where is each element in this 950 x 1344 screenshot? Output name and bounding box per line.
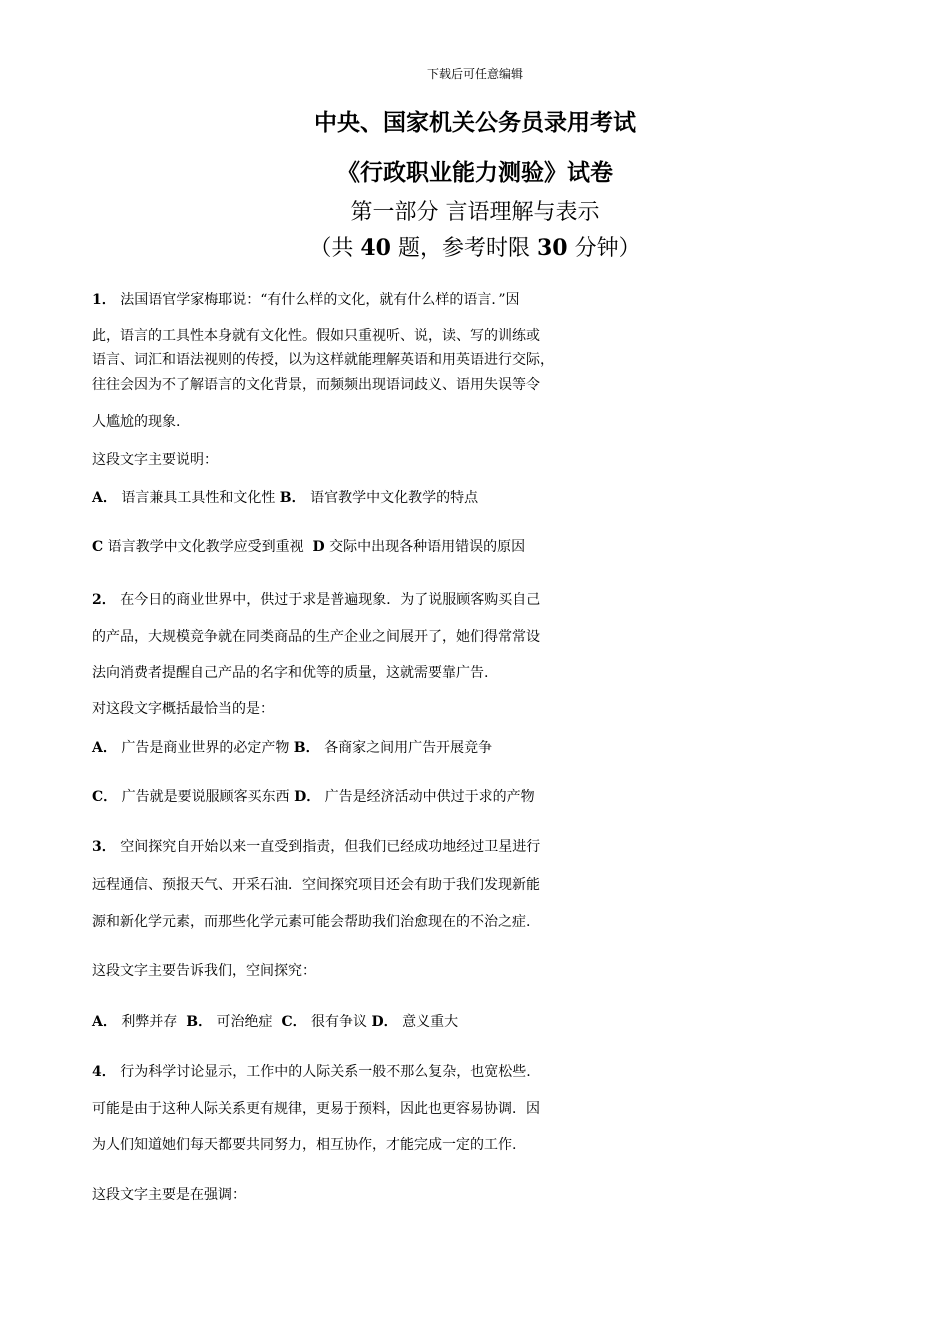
q4-line-2: 可能是由于这种人际关系更有规律，更易于预料，因此也更容易协调．因 xyxy=(92,1101,540,1117)
q4-line-3: 为人们知道她们每天都要共同努力，相互协作，才能完成一定的工作. xyxy=(92,1137,517,1153)
q1-number: 1． xyxy=(92,292,116,308)
q3-option-b: 可治绝症 xyxy=(216,1014,273,1030)
q1-options-cd: C 语言教学中文化教学应受到重视 D 交际中出现各种语用错误的原因 xyxy=(92,539,526,555)
q4-number: 4． xyxy=(92,1064,116,1080)
q2-option-c: 广告就是要说服顾客买东西 xyxy=(121,789,290,805)
q3-number: 3． xyxy=(92,839,116,855)
q4-stem: 这段文字主要是在强调： xyxy=(92,1187,246,1203)
q3-option-d: 意义重大 xyxy=(402,1014,459,1030)
question-count: 40 xyxy=(360,235,391,261)
q2-option-b: 各商家之间用广告开展竞争 xyxy=(324,740,493,756)
section-title: 第一部分 言语理解与表示 xyxy=(350,200,600,225)
q1-line-2: 此，语言的工具性本身就有文化性。假如只重视听、说，读、写的训练或 xyxy=(92,328,540,344)
q2-options-cd: C． 广告就是要说服顾客买东西 D． 广告是经济活动中供过于求的产物 xyxy=(92,789,535,805)
q1-option-d: 交际中出现各种语用错误的原因 xyxy=(329,539,526,555)
q1-line-5: 人尴尬的现象. xyxy=(92,414,181,430)
paper-title: 《行政职业能力测验》试卷 xyxy=(337,159,613,186)
q1-stem: 这段文字主要说明： xyxy=(92,452,218,468)
q1-line-1: 1． 法国语官学家梅耶说：“有什么样的文化，就有什么样的语言．”因 xyxy=(92,292,520,308)
q1-line-4: 往往会因为不了解语言的文化背景，而频频出现语词歧义、语用失误等令 xyxy=(92,377,540,393)
q2-line-1: 2． 在今日的商业世界中，供过于求是普遍现象．为了说服顾客购买自己 xyxy=(92,592,541,608)
q2-option-d: 广告是经济活动中供过于求的产物 xyxy=(324,789,535,805)
q3-stem: 这段文字主要告诉我们，空间探究： xyxy=(92,963,316,979)
q2-line-3: 法向消费者提醒自己产品的名字和优等的质量，这就需要靠广告. xyxy=(92,665,489,681)
q4-line-1: 4． 行为科学讨论显示，工作中的人际关系一般不那么复杂，也宽松些. xyxy=(92,1064,531,1080)
q1-line-3: 语言、词汇和语法视则的传授，以为这样就能理解英语和用英语进行交际， xyxy=(92,352,554,368)
q3-option-a: 利弊并存 xyxy=(121,1014,178,1030)
exam-title: 中央、国家机关公务员录用考试 xyxy=(314,109,636,136)
q3-line-2: 远程通信、预报天气、开采石油．空间探究项目还会有助于我们发现新能 xyxy=(92,877,540,893)
q1-option-b: 语官教学中文化教学的特点 xyxy=(310,490,479,506)
section-info: （共 40 题，参考时限 30 分钟） xyxy=(309,235,641,261)
q1-option-c: 语言教学中文化教学应受到重视 xyxy=(107,539,304,555)
q2-options-ab: A． 广告是商业世界的必定产物 B． 各商家之间用广告开展竞争 xyxy=(92,740,493,756)
q3-options: A． 利弊并存 B． 可治绝症 C． 很有争议 D． 意义重大 xyxy=(92,1014,459,1030)
q1-options-ab: A． 语言兼具工具性和文化性 B． 语官教学中文化教学的特点 xyxy=(92,490,479,506)
q2-option-a: 广告是商业世界的必定产物 xyxy=(121,740,290,756)
q2-line-2: 的产品，大规模竞争就在同类商品的生产企业之间展开了，她们得常常设 xyxy=(92,629,540,645)
q2-number: 2． xyxy=(92,592,116,608)
header-note: 下载后可任意编辑 xyxy=(426,67,523,81)
time-limit: 30 xyxy=(537,235,568,261)
q3-line-3: 源和新化学元素，而那些化学元素可能会帮助我们治愈现在的不治之症. xyxy=(92,914,531,930)
q1-option-a: 语言兼具工具性和文化性 xyxy=(121,490,276,506)
q3-option-c: 很有争议 xyxy=(311,1014,368,1030)
q3-line-1: 3． 空间探究自开始以来一直受到指责，但我们已经成功地经过卫星进行 xyxy=(92,839,541,855)
q2-stem: 对这段文字概括最恰当的是： xyxy=(92,701,274,717)
